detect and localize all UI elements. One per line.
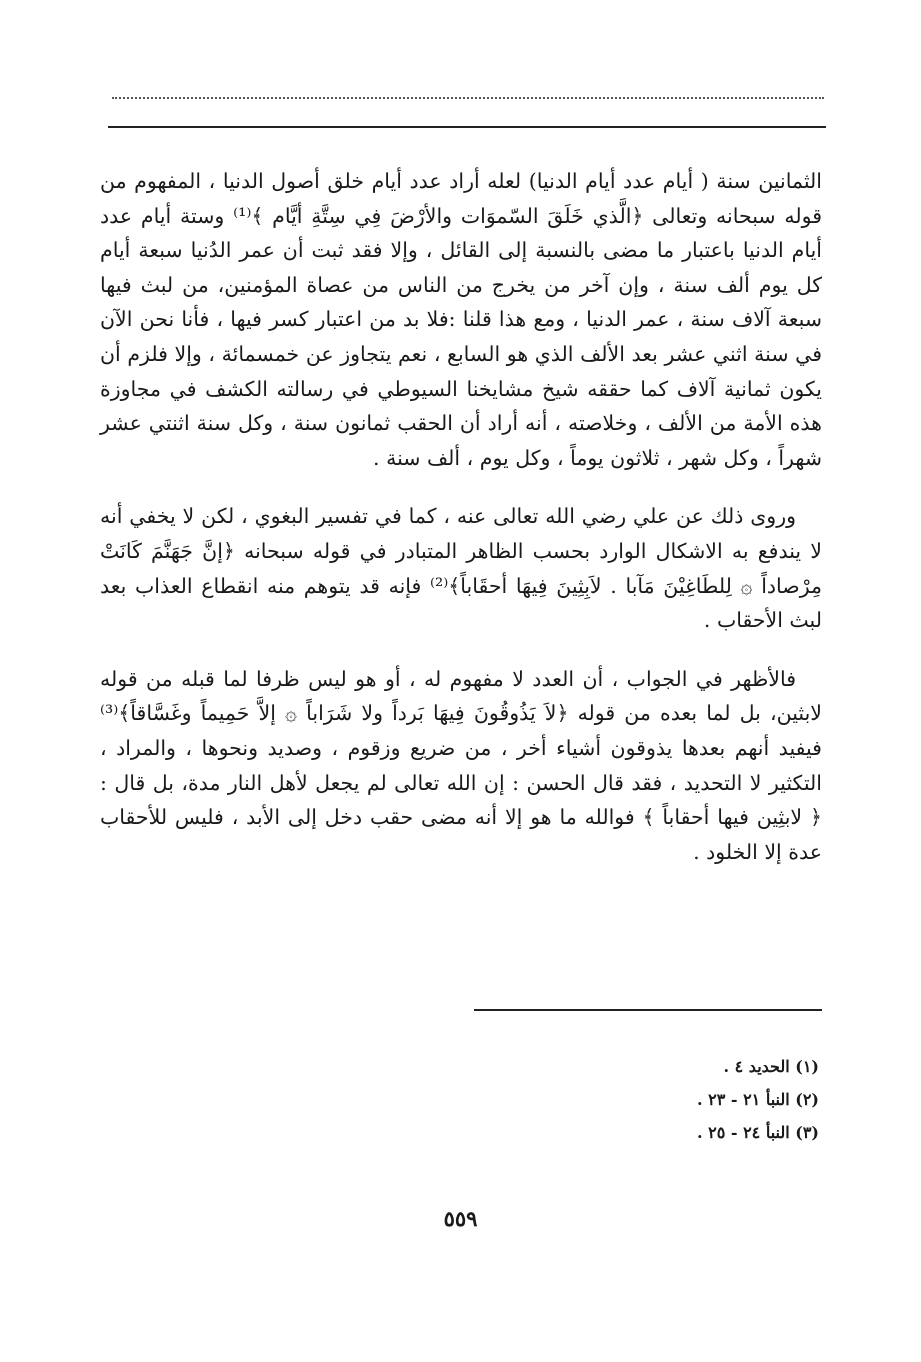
page-number: ٥٥٩ bbox=[443, 1206, 478, 1231]
footnotes bbox=[697, 1050, 819, 1149]
paragraph-3: فالأظهر في الجواب ، أن العدد لا مفهوم له ، أو هو ليس ظرفا لما قبله من قوله لابثين، بل لما بعده من قوله ﴿لاَ يَذُوقُونَ فِيهَا بَرداً ولا شَرَاباً ۞ إلاَّ حَمِيماً وغَسَّاقاً﴾⁽³⁾ فيفيد أنهم بعدها يذوقون أشياء أخر ، من ضريع وزقوم ، وصديد ونحوها ، والمراد ، التكثير لا التحديد ، فقد قال الحسن : إن الله تعالى لم يجعل لأهل النار مدة، بل قال : ﴿ لابثِين فيها أحقاباً ﴾ فوالله ما هو إلا أنه مضى حقب دخل إلى الأبد ، فليس للأحقاب عدة إلا الخلود . bbox=[100, 666, 822, 864]
main-text bbox=[100, 164, 822, 893]
footnote-1: (١) الحديد ٤ . bbox=[723, 1057, 819, 1076]
paragraph-1: الثمانين سنة ( أيام عدد أيام الدنيا) لعله أراد عدد أيام خلق أصول الدنيا ، المفهوم من قوله سبحانه وتعالى ﴿الَّذي خَلَقَ السّموَات والأرْضَ فِي سِتَّةِ أيَّام ﴾⁽¹⁾ وستة أيام عدد أيام الدنيا باعتبار ما مضى بالنسبة إلى القائل ، وإلا فقد ثبت أن عمر الدُنيا سبعة أيام كل يوم ألف سنة ، وإن آخر من يخرج من الناس من عصاة المؤمنين، من لبث فيها سبعة آلاف سنة ، عمر الدنيا ، ومع هذا قلنا :فلا بد من اعتبار كسر فيها ، فأنا نحن الآن في سنة اثني عشر بعد الألف الذي هو السابع ، نعم يتجاوز عن خمسمائة ، وإلا فلزم أن يكون ثمانية آلاف كما حققه شيخ مشايخنا السيوطي في رسالته الكشف في مجاوزة هذه الأمة من الألف ، وخلاصته ، أنه أراد أن الحقب ثمانون سنة ، وكل سنة اثنتي عشر شهراً ، وكل شهر ، ثلاثون يوماً ، وكل يوم ، ألف سنة . bbox=[100, 169, 822, 470]
header-rule bbox=[108, 126, 826, 128]
paragraph-2: وروى ذلك عن علي رضي الله تعالى عنه ، كما في تفسير البغوي ، لكن لا يخفي أنه لا يندفع به الاشكال الوارد بحسب الظاهر المتبادر في قوله سبحانه ﴿إنَّ جَهَنَّمَ كَانَتْ مِرْصاداً ۞ لِلطَاغِيْنَ مَآبا . لاَبِثِينَ فِيهَا أحقَاباً﴾⁽²⁾ فإنه قد يتوهم منه انقطاع العذاب بعد لبث الأحقاب . bbox=[100, 504, 822, 633]
footnote-separator bbox=[474, 1009, 822, 1011]
footnote-3: (٣) النبأ ٢٤ - ٢٥ . bbox=[696, 1123, 819, 1142]
footnote-2: (٢) النبأ ٢١ - ٢٣ . bbox=[696, 1090, 819, 1109]
header-dotted-line bbox=[112, 97, 824, 99]
